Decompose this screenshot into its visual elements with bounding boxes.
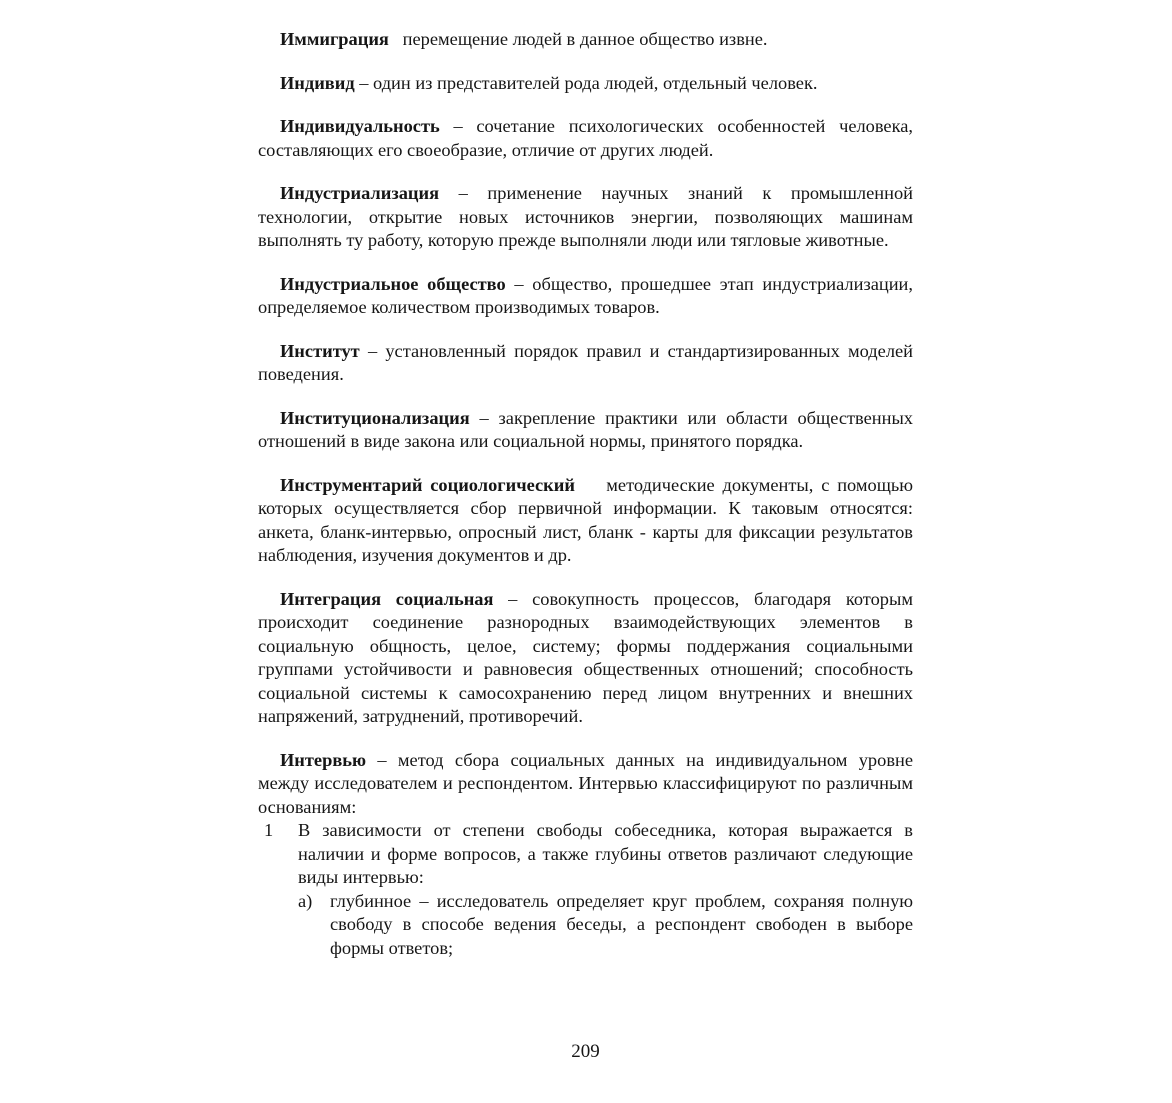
term: Индустриальное общество: [280, 273, 506, 294]
term: Индивидуальность: [280, 116, 440, 136]
document-page: [258, 28, 913, 1078]
definition: применение научных знаний к промышленной технологии, открытие новых источников энергии, позволяющих машинам выполнять ту работу, которую прежде выполняли люди или тягловые животные.: [258, 183, 913, 250]
definition: один из представителей рода людей, отдельный человек.: [373, 72, 818, 93]
term: Индустриализация: [280, 183, 440, 203]
definition: метод сбора социальных данных на индивидуальном уровне между исследователем и респондентом. Интервью классифицируют по различным основаниям:: [258, 749, 914, 817]
entry-institutionalization: [258, 407, 913, 454]
entry-interview: [258, 749, 913, 820]
separator: –: [493, 588, 533, 609]
term: Иммиграция: [280, 29, 389, 49]
entry-immigration: [258, 28, 913, 52]
separator: –: [439, 116, 477, 136]
term: Интеграция социальная: [280, 588, 494, 609]
separator: –: [439, 183, 488, 203]
entry-industrialization: [258, 182, 913, 253]
definition: совокупность процессов, благодаря которым происходит соединение разнородных взаимодействующих элементов в социальную общность, целое, систему; формы поддержания социальными группами устойчивости и равновесия общественных отношений; способность социальной системы к самосохранению перед лицом внутренних и внешних напряжений, затруднений, противоречий.: [258, 588, 913, 726]
page-number: 209: [571, 1041, 600, 1062]
definition: перемещение людей в данное общество извне.: [402, 29, 768, 49]
entry-individuality: [258, 115, 913, 162]
list-marker: 1: [264, 820, 274, 840]
list-item-1: [258, 819, 913, 890]
term: Институционализация: [280, 407, 470, 428]
separator: [389, 29, 403, 49]
separator: –: [359, 340, 386, 361]
entry-integration: [258, 588, 913, 729]
separator: –: [366, 749, 398, 770]
separator: –: [469, 407, 499, 428]
separator: [575, 475, 606, 495]
entry-industrial-society: [258, 273, 913, 320]
definition: сочетание психологических особенностей человека, составляющих его своеобразие, отличие от других людей.: [258, 116, 914, 160]
definition: методические документы, с помощью которых осуществляется сбор первичной информации. К таковым относятся: анкета, бланк-интервью, опросный лист, бланк - карты для фиксации результатов наблюдения, изучения документов и др.: [258, 474, 913, 565]
separator: –: [354, 72, 374, 93]
list-item-text: В зависимости от степени свободы собеседника, которая выражается в наличии и форме вопросов, а также глубины ответов различают следующие виды интервью:: [298, 820, 913, 887]
term: Институт: [280, 340, 360, 361]
list-marker: а): [298, 890, 313, 911]
entry-individual: [258, 72, 913, 96]
term: Индивид: [280, 72, 355, 93]
entry-institute: [258, 340, 913, 387]
list-item-text: глубинное – исследователь определяет круг проблем, сохраняя полную свободу в способе ведения беседы, а респондент свободен в выборе формы ответов;: [330, 890, 913, 958]
definition: общество, прошедшее этап индустриализации, определяемое количеством производимых товаров.: [258, 273, 913, 317]
entry-instrumentarium: [258, 474, 913, 568]
definition: закрепление практики или области общественных отношений в виде закона или социальной нормы, принятого порядка.: [258, 407, 913, 451]
term: Инструментарий социологический: [280, 474, 575, 495]
separator: –: [505, 273, 533, 294]
definition: установленный порядок правил и стандартизированных моделей поведения.: [258, 340, 913, 384]
term: Интервью: [280, 749, 367, 770]
list-item-a: [258, 890, 913, 961]
